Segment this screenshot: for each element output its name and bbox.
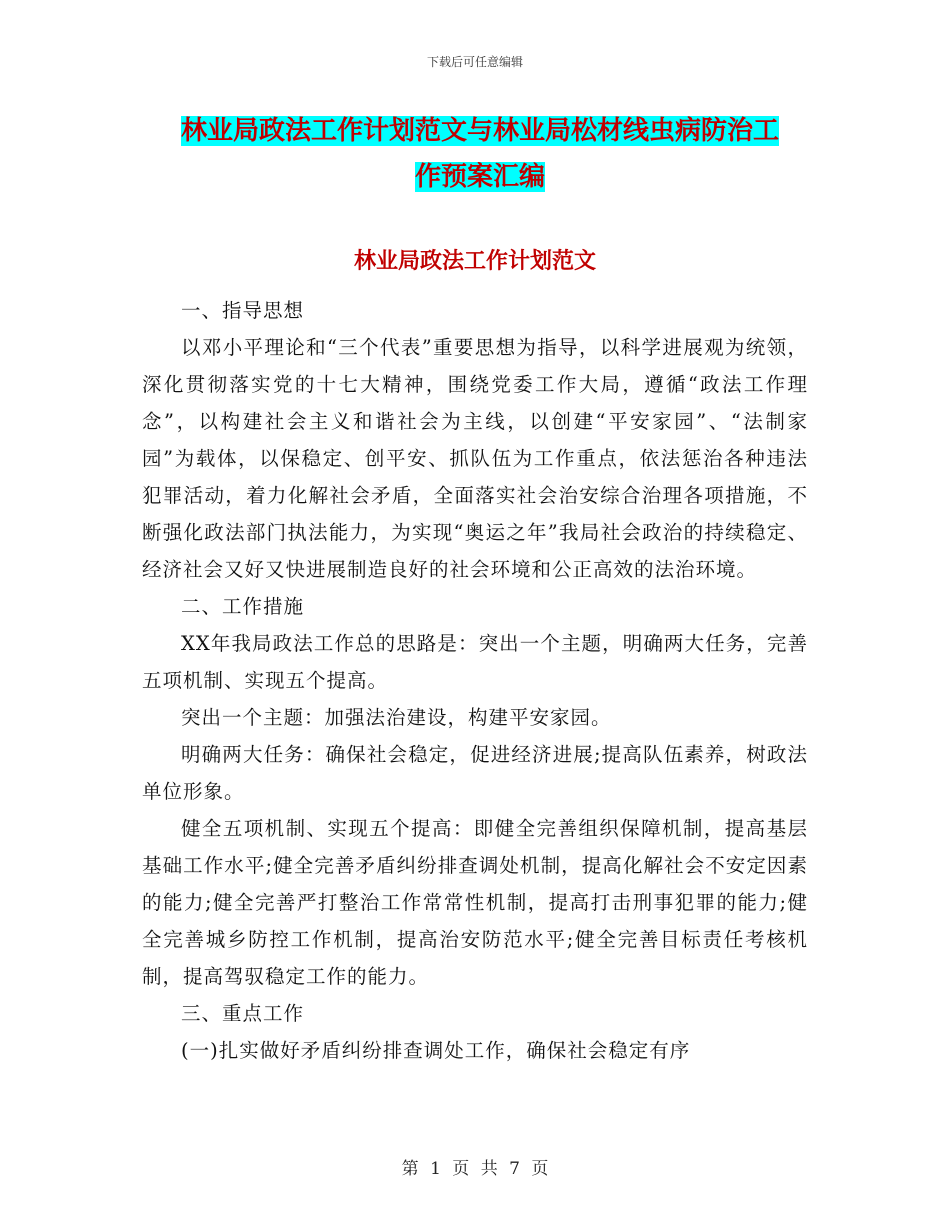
document-title: [140, 108, 820, 200]
page-number-footer: 第 1 页 共 7 页: [401, 1159, 549, 1179]
heading-key-work: 三、重点工作: [181, 1002, 305, 1025]
document-body: [142, 292, 808, 1069]
paragraph: XX年我局政法工作总的思路是：突出一个主题，明确两大任务，完善五项机制、实现五个提高。: [142, 632, 808, 692]
paragraph: 健全五项机制、实现五个提高：即健全完善组织保障机制，提高基层基础工作水平;健全完善矛盾纠纷排查调处机制，提高化解社会不安定因素的能力;健全完善严打整治工作常常性机制，提高打击刑事犯罪的能力;健全完善城乡防控工作机制，提高治安防范水平;健全完善目标责任考核机制，提高驾驭稳定工作的能力。: [142, 817, 808, 988]
heading-work-measures: 二、工作措施: [181, 595, 305, 618]
document-title-line-2: 作预案汇编: [414, 162, 545, 192]
section-title: 林业局政法工作计划范文: [353, 248, 596, 274]
paragraph: 以邓小平理论和“三个代表”重要思想为指导，以科学进展观为统领，深化贯彻落实党的十七大精神，围绕党委工作大局，遵循“政法工作理念”，以构建社会主义和谐社会为主线，以创建“平安家园”、“法制家园”为载体，以保稳定、创平安、抓队伍为工作重点，依法惩治各种违法犯罪活动，着力化解社会矛盾，全面落实社会治安综合治理各项措施，不断强化政法部门执法能力，为实现“奥运之年”我局社会政治的持续稳定、经济社会又好又快进展制造良好的社会环境和公正高效的法治环境。: [142, 336, 808, 581]
paragraph: (一)扎实做好矛盾纠纷排查调处工作，确保社会稳定有序: [181, 1039, 691, 1062]
document-title-line-1: 林业局政法工作计划范文与林业局松材线虫病防治工: [180, 116, 779, 146]
paragraph: 突出一个主题：加强法治建设，构建平安家园。: [181, 706, 612, 729]
heading-guiding-ideology: 一、指导思想: [181, 299, 305, 322]
page-header-note: 下载后可任意编辑: [426, 55, 523, 69]
paragraph: 明确两大任务：确保社会稳定，促进经济进展;提高队伍素养，树政法单位形象。: [142, 743, 808, 803]
